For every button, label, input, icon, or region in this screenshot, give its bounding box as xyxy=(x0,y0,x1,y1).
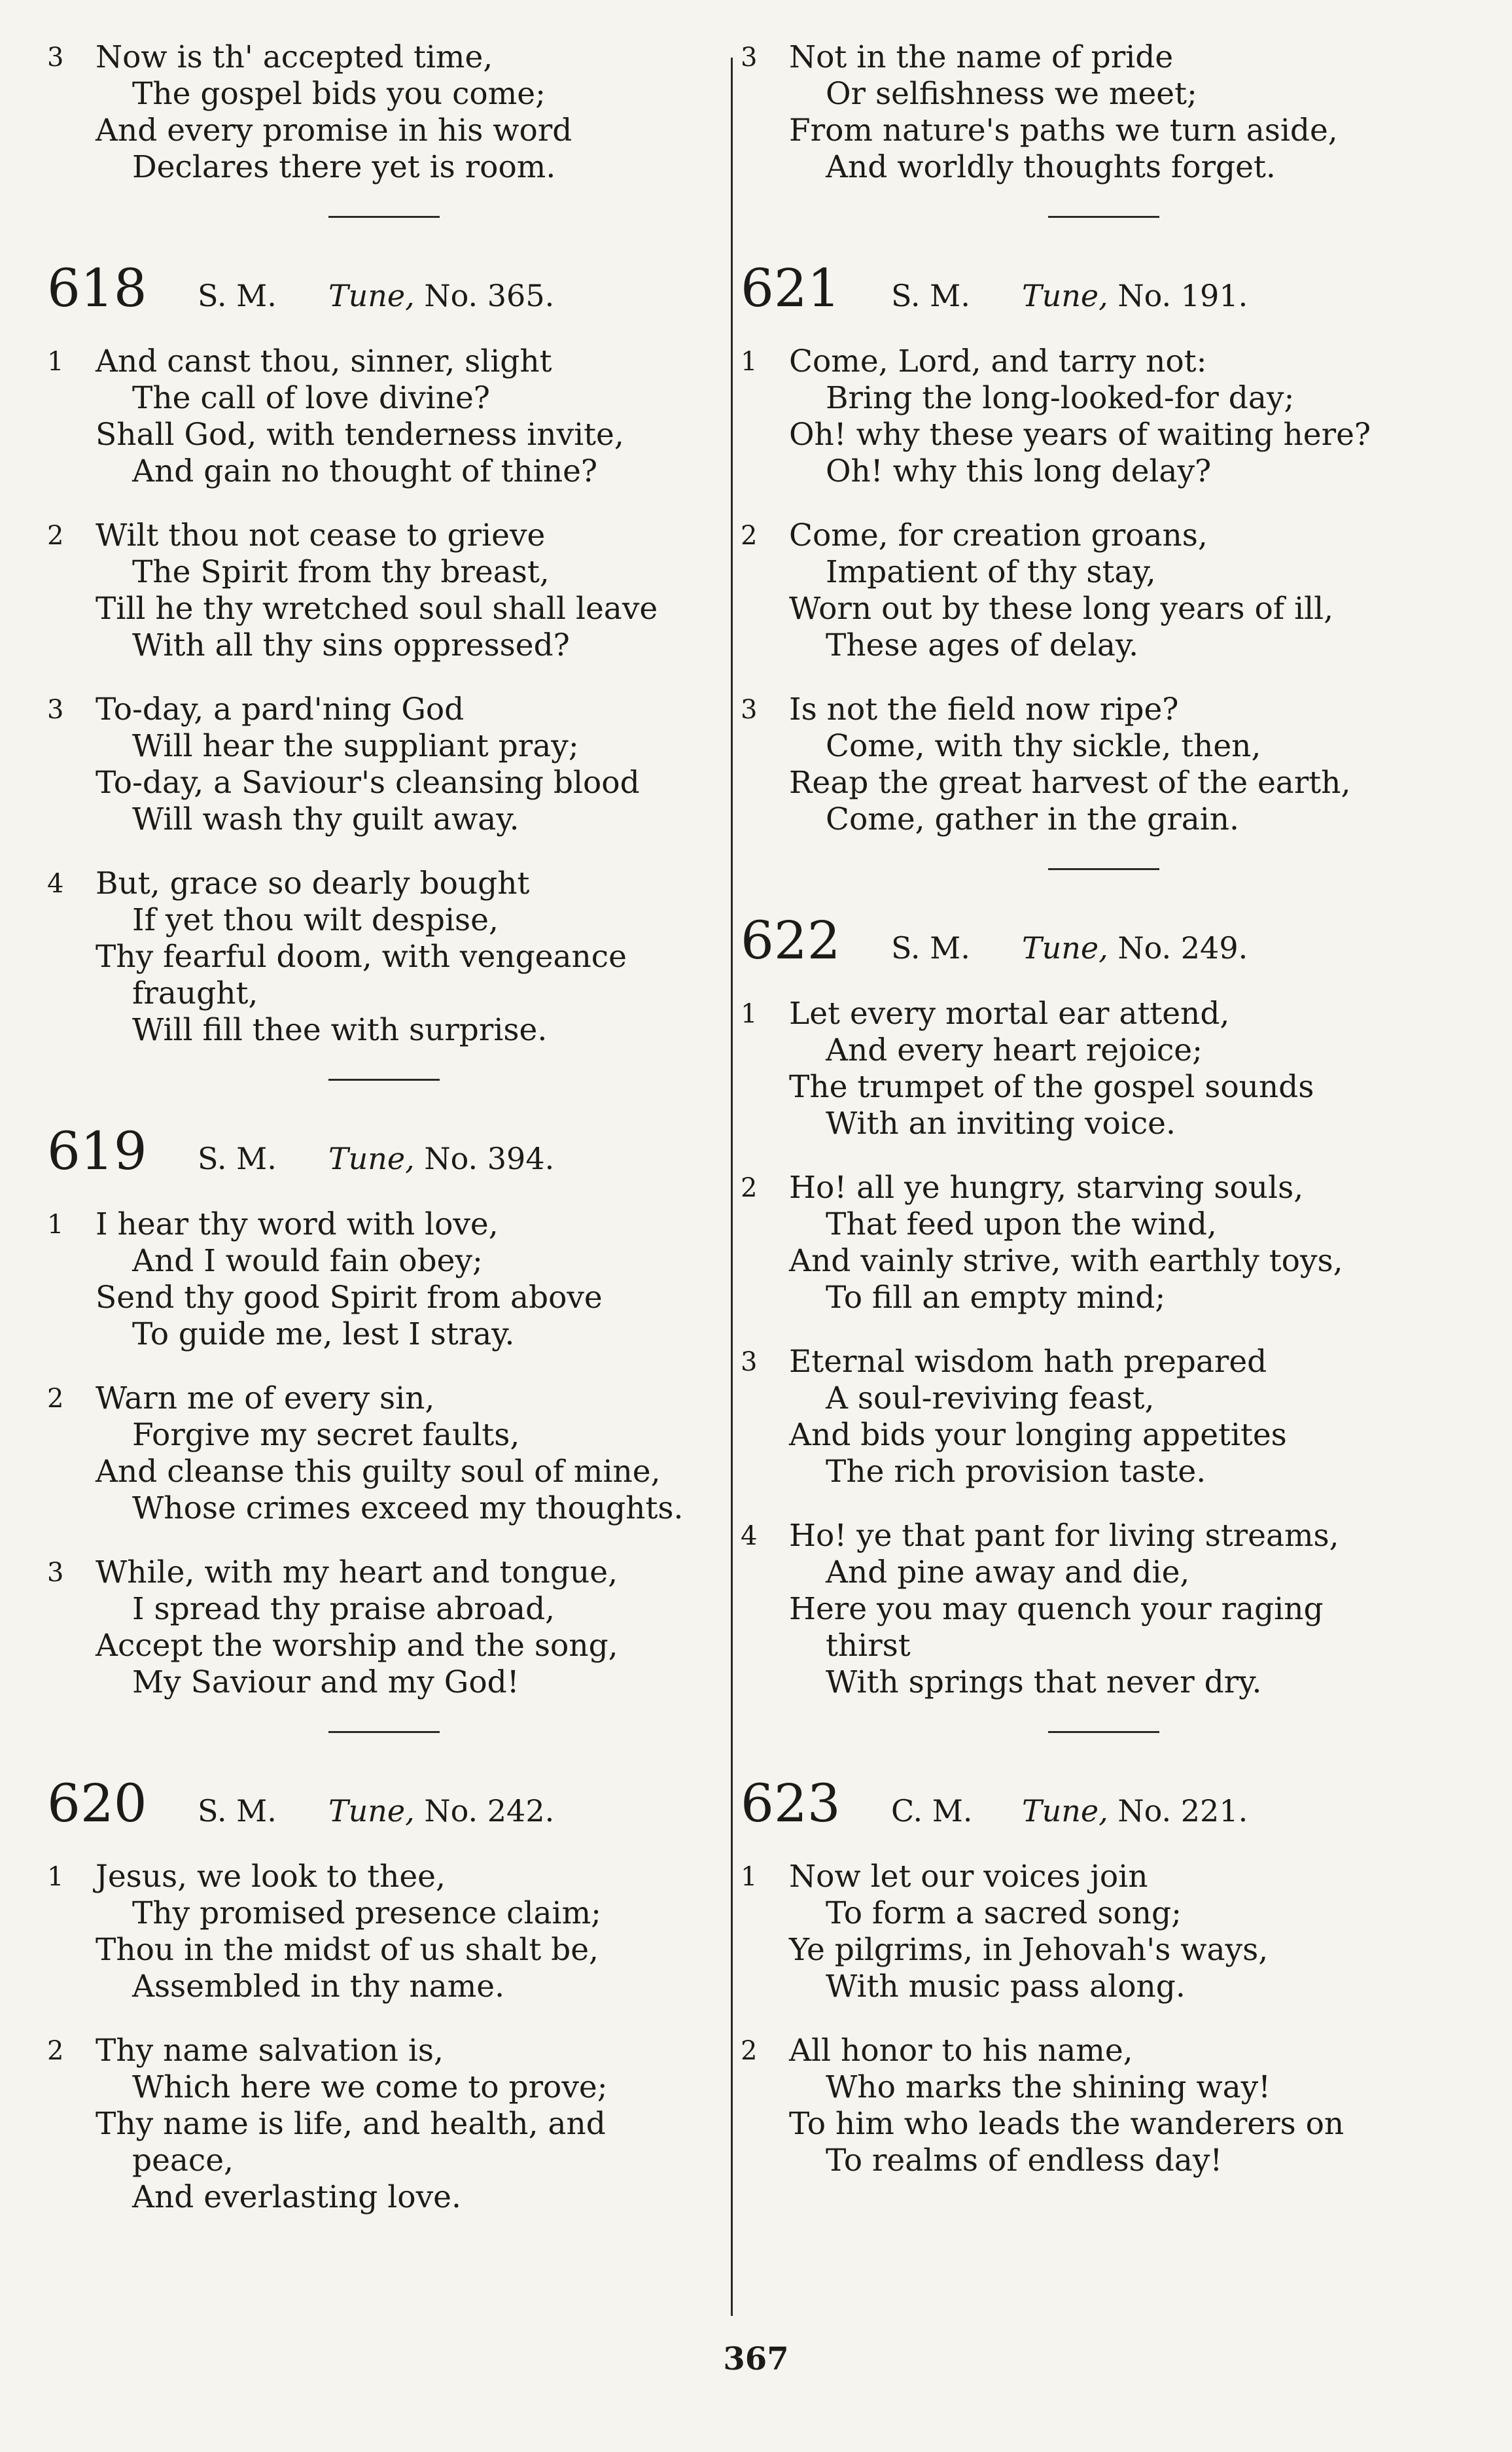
stanza-number: 2 xyxy=(741,521,758,551)
verse-line: Will hear the suppliant pray; xyxy=(132,728,579,764)
verse-line: Come, gather in the grain. xyxy=(826,801,1239,837)
stanza xyxy=(741,1859,1467,2005)
stanza xyxy=(47,692,721,838)
right-column xyxy=(741,39,1467,2207)
hymn-number: 618 xyxy=(47,258,147,319)
verse-line: peace, xyxy=(132,2143,234,2179)
verse-line: And gain no thought of thine? xyxy=(132,453,598,489)
stanza-number: 1 xyxy=(47,347,64,377)
stanza-number: 2 xyxy=(47,521,64,551)
stanza xyxy=(47,1554,721,1701)
stanza xyxy=(741,1170,1467,1316)
stanza-number: 4 xyxy=(741,1521,758,1551)
hymn-number: 623 xyxy=(741,1773,841,1834)
verse-line: These ages of delay. xyxy=(826,627,1139,663)
verse-line: Let every mortal ear attend, xyxy=(789,996,1230,1032)
hymn-header xyxy=(47,1772,721,1835)
stanza-number: 2 xyxy=(47,2036,64,2066)
stanza-number: 3 xyxy=(47,43,64,73)
verse-line: fraught, xyxy=(132,975,258,1011)
verse-line: And pine away and die, xyxy=(826,1554,1190,1590)
verse-line: Declares there yet is room. xyxy=(132,149,556,185)
verse-line: And vainly strive, with earthly toys, xyxy=(789,1243,1343,1279)
verse-line: To him who leads the wanderers on xyxy=(789,2106,1345,2142)
column-divider xyxy=(731,58,733,2316)
left-column xyxy=(47,39,721,2243)
verse-line: Come, for creation groans, xyxy=(789,517,1208,553)
verse-line: The gospel bids you come; xyxy=(132,76,546,112)
verse-line: Oh! why these years of waiting here? xyxy=(789,417,1371,453)
verse-line: With music pass along. xyxy=(826,1969,1186,2005)
verse-line: Now let our voices join xyxy=(789,1859,1148,1895)
verse-line: Thou in the midst of us shalt be, xyxy=(96,1932,599,1968)
stanza xyxy=(47,2033,721,2216)
verse-line: All honor to his name, xyxy=(789,2033,1133,2069)
verse-line: Thy promised presence claim; xyxy=(132,1895,601,1931)
verse-line: Ye pilgrims, in Jehovah's ways, xyxy=(789,1932,1269,1968)
verse-line: And everlasting love. xyxy=(132,2179,461,2215)
hymn-tune: Tune, No. 394. xyxy=(328,1141,555,1176)
verse-line: To guide me, lest I stray. xyxy=(132,1316,515,1352)
hymn-tune: Tune, No. 221. xyxy=(1022,1793,1248,1829)
verse-line: Send thy good Spirit from above xyxy=(96,1280,603,1316)
verse-line: And canst thou, sinner, slight xyxy=(96,343,552,379)
stanza xyxy=(47,1859,721,2005)
verse-line: I spread thy praise abroad, xyxy=(132,1591,555,1627)
verse-line: Impatient of thy stay, xyxy=(826,554,1156,590)
verse-line: That feed upon the wind, xyxy=(826,1206,1217,1242)
verse-line: Come, Lord, and tarry not: xyxy=(789,343,1207,379)
page-number: 367 xyxy=(723,2341,789,2377)
stanza xyxy=(741,692,1467,838)
verse-line: Now is th' accepted time, xyxy=(96,39,493,75)
stanza-number: 3 xyxy=(47,695,64,725)
hymn-tune: Tune, No. 365. xyxy=(328,278,555,313)
stanza xyxy=(741,1344,1467,1490)
verse-line: Thy name salvation is, xyxy=(96,2033,444,2069)
stanza-number: 1 xyxy=(741,347,758,377)
hymn-separator xyxy=(328,1731,440,1733)
verse-line: My Saviour and my God! xyxy=(132,1664,519,1700)
verse-line: But, grace so dearly bought xyxy=(96,866,530,902)
verse-line: Warn me of every sin, xyxy=(96,1380,435,1416)
stanza xyxy=(47,343,721,490)
verse-line: To realms of endless day! xyxy=(826,2143,1223,2179)
verse-line: Will wash thy guilt away. xyxy=(132,801,519,837)
verse-line: Eternal wisdom hath prepared xyxy=(789,1344,1267,1380)
verse-line: The call of love divine? xyxy=(132,380,490,416)
verse-line: And every heart rejoice; xyxy=(826,1032,1203,1068)
verse-line: To fill an empty mind; xyxy=(826,1280,1166,1316)
verse-line: To form a sacred song; xyxy=(826,1895,1182,1931)
stanza-number: 3 xyxy=(47,1558,64,1588)
verse-line: From nature's paths we turn aside, xyxy=(789,113,1338,149)
verse-line: Who marks the shining way! xyxy=(826,2069,1271,2105)
verse-line: Is not the field now ripe? xyxy=(789,692,1179,727)
stanza xyxy=(47,866,721,1049)
stanza xyxy=(47,1380,721,1527)
hymn-number: 620 xyxy=(47,1773,147,1834)
verse-line: Jesus, we look to thee, xyxy=(96,1859,446,1895)
verse-line: With all thy sins oppressed? xyxy=(132,627,570,663)
verse-line: Ho! ye that pant for living streams, xyxy=(789,1518,1339,1554)
verse-line: Come, with thy sickle, then, xyxy=(826,728,1261,764)
hymn-separator xyxy=(1048,216,1159,218)
verse-line: And every promise in his word xyxy=(96,113,572,149)
stanza-number: 2 xyxy=(741,1173,758,1203)
verse-line: Thy fearful doom, with vengeance xyxy=(96,939,627,975)
verse-line: Worn out by these long years of ill, xyxy=(789,591,1334,627)
verse-line: Bring the long-looked-for day; xyxy=(826,380,1295,416)
verse-line: Assembled in thy name. xyxy=(132,1969,505,2005)
hymn-separator xyxy=(328,1079,440,1081)
verse-line: Forgive my secret faults, xyxy=(132,1417,520,1453)
verse-line: Here you may quench your raging xyxy=(789,1591,1324,1627)
hymn-tune: Tune, No. 191. xyxy=(1022,278,1248,313)
verse-line: I hear thy word with love, xyxy=(96,1206,499,1242)
verse-line: Accept the worship and the song, xyxy=(96,1628,618,1664)
verse-line: With springs that never dry. xyxy=(826,1664,1262,1700)
hymn-separator xyxy=(328,216,440,218)
verse-line: Till he thy wretched soul shall leave xyxy=(96,591,658,627)
stanza-number: 3 xyxy=(741,695,758,725)
stanza xyxy=(741,517,1467,664)
hymn-number: 622 xyxy=(741,910,841,971)
verse-line: Not in the name of pride xyxy=(789,39,1174,75)
stanza-number: 3 xyxy=(741,1347,758,1377)
verse-line: Thy name is life, and health, and xyxy=(96,2106,606,2142)
stanza xyxy=(741,2033,1467,2179)
verse-line: With an inviting voice. xyxy=(826,1106,1176,1142)
stanza xyxy=(741,39,1467,186)
stanza xyxy=(47,1206,721,1353)
stanza-number: 3 xyxy=(741,43,758,73)
verse-line: While, with my heart and tongue, xyxy=(96,1554,618,1590)
hymn-meter: S. M. xyxy=(891,278,970,313)
hymn-meter: S. M. xyxy=(198,278,277,313)
verse-line: Oh! why this long delay? xyxy=(826,453,1212,489)
verse-line: Which here we come to prove; xyxy=(132,2069,608,2105)
verse-line: The rich provision taste. xyxy=(826,1454,1206,1490)
verse-line: The Spirit from thy breast, xyxy=(132,554,550,590)
hymn-number: 619 xyxy=(47,1121,147,1182)
hymn-separator xyxy=(1048,868,1159,870)
hymn-number: 621 xyxy=(741,258,841,319)
hymn-meter: S. M. xyxy=(198,1793,277,1829)
stanza xyxy=(47,517,721,664)
verse-line: And worldly thoughts forget. xyxy=(826,149,1276,185)
hymn-header xyxy=(741,257,1467,320)
verse-line: Will fill thee with surprise. xyxy=(132,1012,548,1048)
verse-line: Shall God, with tenderness invite, xyxy=(96,417,624,453)
hymn-meter: S. M. xyxy=(198,1141,277,1176)
stanza xyxy=(741,1518,1467,1701)
hymn-meter: C. M. xyxy=(891,1793,973,1829)
stanza-number: 2 xyxy=(47,1384,64,1414)
hymn-header xyxy=(47,257,721,320)
stanza-number: 2 xyxy=(741,2036,758,2066)
verse-line: And I would fain obey; xyxy=(132,1243,483,1279)
stanza-number: 4 xyxy=(47,869,64,899)
stanza xyxy=(741,343,1467,490)
stanza xyxy=(47,39,721,186)
hymn-meter: S. M. xyxy=(891,930,970,966)
hymn-header xyxy=(741,909,1467,972)
verse-line: To-day, a pard'ning God xyxy=(96,692,465,727)
hymn-tune: Tune, No. 242. xyxy=(328,1793,555,1829)
stanza-number: 1 xyxy=(47,1862,64,1892)
verse-line: thirst xyxy=(826,1628,911,1664)
verse-line: A soul-reviving feast, xyxy=(826,1380,1155,1416)
verse-line: And bids your longing appetites xyxy=(789,1417,1287,1453)
hymn-separator xyxy=(1048,1731,1159,1733)
verse-line: Ho! all ye hungry, starving souls, xyxy=(789,1170,1304,1206)
hymn-tune: Tune, No. 249. xyxy=(1022,930,1248,966)
verse-line: If yet thou wilt despise, xyxy=(132,902,499,938)
hymn-header xyxy=(47,1120,721,1183)
verse-line: Whose crimes exceed my thoughts. xyxy=(132,1490,684,1526)
hymn-header xyxy=(741,1772,1467,1835)
verse-line: Reap the great harvest of the earth, xyxy=(789,765,1351,801)
verse-line: To-day, a Saviour's cleansing blood xyxy=(96,765,640,801)
verse-line: Wilt thou not cease to grieve xyxy=(96,517,546,553)
verse-line: Or selfishness we meet; xyxy=(826,76,1197,112)
stanza xyxy=(741,996,1467,1142)
stanza-number: 1 xyxy=(741,1862,758,1892)
stanza-number: 1 xyxy=(47,1210,64,1240)
stanza-number: 1 xyxy=(741,999,758,1029)
verse-line: The trumpet of the gospel sounds xyxy=(789,1069,1314,1105)
verse-line: And cleanse this guilty soul of mine, xyxy=(96,1454,661,1490)
